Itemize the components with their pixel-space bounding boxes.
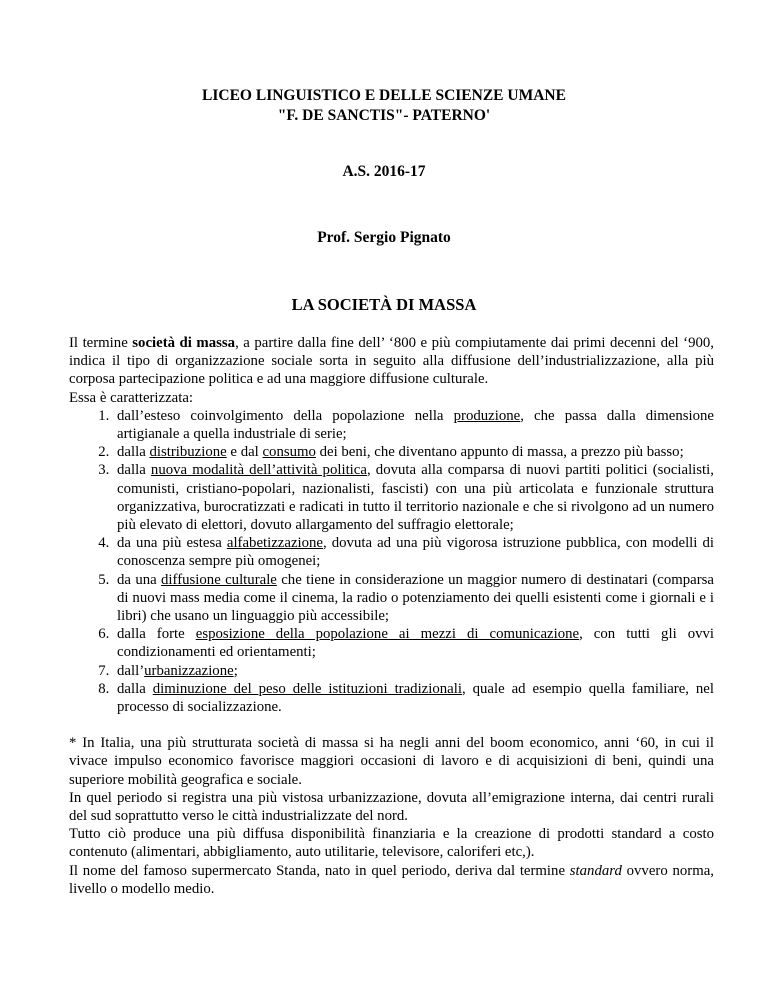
note-paragraph: * In Italia, una più strutturata società di massa si ha negli anni del boom economico, anni ‘60, in cui il vivace impulso economico favorisce maggiori occasioni di lavoro e di acquisizioni di beni, quindi una superiore mobilità geografica e sociale. [69,735,714,788]
document-body [69,334,714,898]
list-item: 2. dalla distribuzione e dal consumo dei beni, che diventano appunto di massa, a prezzo più basso; [113,443,714,461]
list-intro: Essa è caratterizzata: [69,389,194,406]
list-item: 5. da una diffusione culturale che tiene in considerazione un maggior numero di destinatari (comparsa di nuovi mass media come il cinema, la radio o potenziamento dei quelli esistenti come i giornali e i libri) che usano un linguaggio più accessibile; [113,571,714,626]
school-year: A.S. 2016-17 [342,163,426,180]
list-item: 4. da una più estesa alfabetizzazione, dovuta ad una più vigorosa istruzione pubblica, con modelli di conoscenza sempre più omogenei; [113,534,714,570]
intro-paragraph: Il termine società di massa, a partire dalla fine dell’ ‘800 e più compiutamente dai primi decenni del ‘900, indica il tipo di organizzazione sociale sorta in seguito alla diffusione dell’industrializzazione, alla più corposa partecipazione politica e ad una maggiore diffusione culturale. [69,335,714,388]
list-item: 6. dalla forte esposizione della popolazione ai mezzi di comunicazione, con tutti gli ovvi condizionamenti ed orientamenti; [113,625,714,661]
list-item: 1. dall’esteso coinvolgimento della popolazione nella produzione, che passa dalla dimensione artigianale a quella industriale di serie; [113,407,714,443]
note-paragraph: In quel periodo si registra una più vistosa urbanizzazione, dovuta all’emigrazione interna, dai centri rurali del sud soprattutto verso le città industrializzate del nord. [69,789,714,825]
list-item: 3. dalla nuova modalità dell’attività politica, dovuta alla comparsa di nuovi partiti politici (socialisti, comunisti, cristiano-popolari, nazionalisti, fascisti) con una più articolata e funzionale struttura organizzativa, burocratizzati e radicati in tutto il territorio nazionale e che si rivolgono ad un numero più elevato di elettori, dovuto allargamento del suffragio elettorale; [113,461,714,534]
note-paragraph: Tutto ciò produce una più diffusa disponibilità finanziaria e la creazione di prodotti standard a costo contenuto (alimentari, abbigliamento, auto utilitarie, televisore, caloriferi etc,). [69,826,714,861]
list-item: 8. dalla diminuzione del peso delle istituzioni tradizionali, quale ad esempio quella familiare, nel processo di socializzazione. [113,680,714,716]
term-bold: società di massa [132,335,236,351]
school-heading [0,86,768,126]
school-subtitle: "F. DE SANCTIS"- PATERNO' [277,107,491,124]
note-paragraph: Il nome del famoso supermercato Standa, nato in quel periodo, deriva dal termine standard ovvero norma, livello o modello medio. [69,862,714,897]
school-name: LICEO LINGUISTICO E DELLE SCIENZE UMANE [202,87,566,104]
professor-name: Prof. Sergio Pignato [317,229,451,246]
spacer [69,716,714,734]
list-item: 7. dall’urbanizzazione; [113,662,714,680]
characteristics-list [69,407,714,716]
document-title: LA SOCIETÀ DI MASSA [291,295,477,314]
